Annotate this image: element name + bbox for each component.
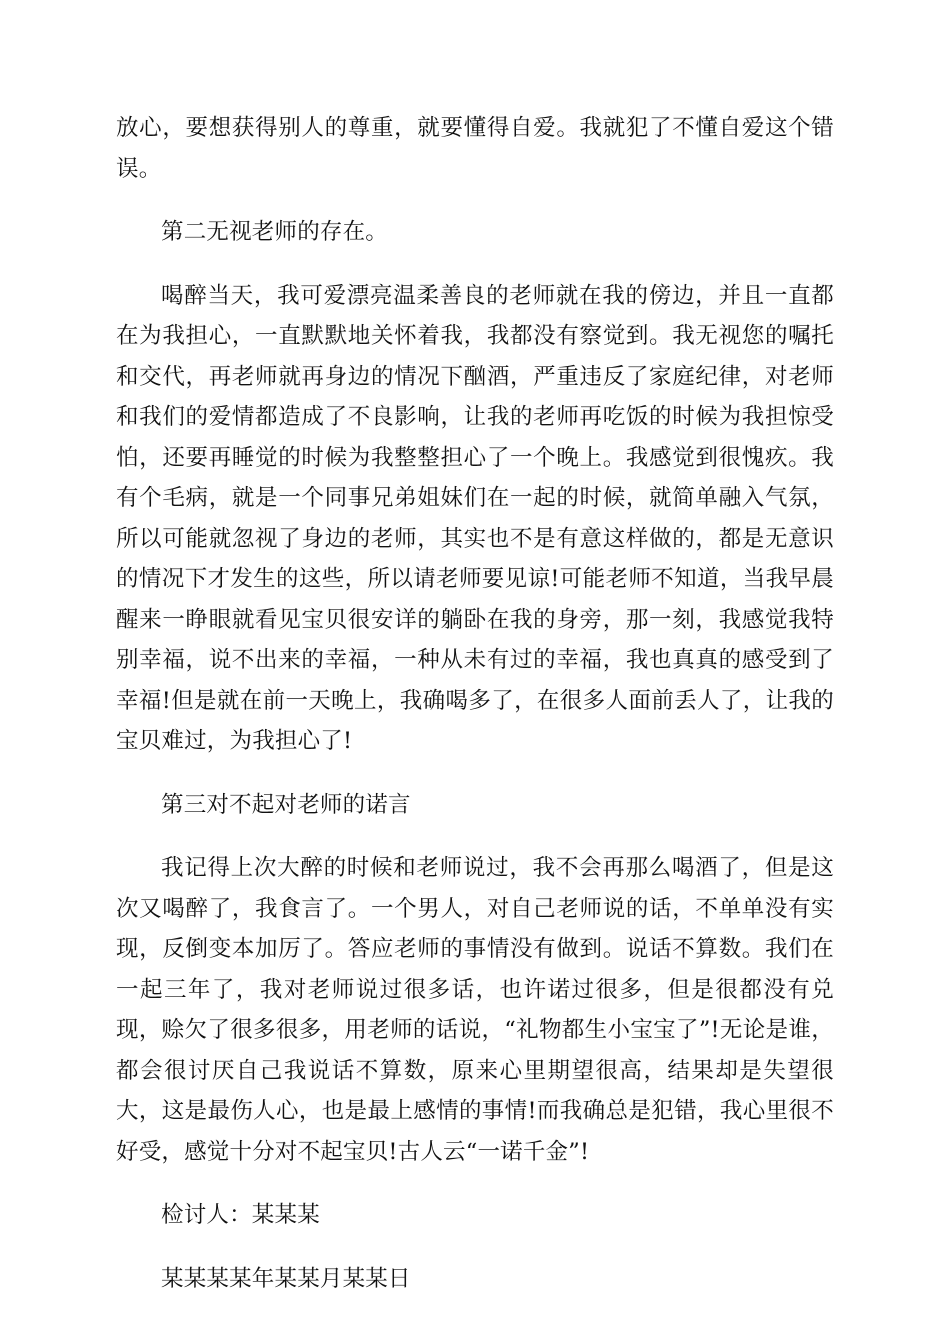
heading-point-two: 第二无视老师的存在。 <box>161 219 389 245</box>
heading-point-three: 第三对不起对老师的诺言 <box>161 791 411 818</box>
paragraph-continued: 放心，要想获得别人的尊重，就要懂得自爱。我就犯了不懂自爱这个错误。 <box>116 115 834 182</box>
paragraph-point-two-body: 喝醉当天，我可爱漂亮温柔善良的老师就在我的傍边，并且一直都在为我担心，一直默默地关怀着我，我都没有察觉到。我无视您的嘱托和交代，再老师就再身边的情况下酗酒，严重违反了家庭纪律，对老师和我们的爱情都造成了不良影响，让我的老师再吃饭的时候为我担惊受怕，还要再睡觉的时候为我整整担心了一个晚上。我感觉到很愧疚。我有个毛病，就是一个同事兄弟姐妹们在一起的时候，就简单融入气氛，所以可能就忽视了身边的老师，其实也不是有意这样做的，都是无意识的情况下才发生的这些，所以请老师要见谅!可能老师不知道，当我早晨醒来一睁眼就看见宝贝很安详的躺卧在我的身旁，那一刻，我感觉我特别幸福，说不出来的幸福，一种从未有过的幸福，我也真真的感受到了幸福!但是就在前一天晚上，我确喝多了，在很多人面前丢人了，让我的宝贝难过，为我担心了! <box>116 282 834 754</box>
signature-line: 检讨人：某某某 <box>161 1202 320 1228</box>
document-page <box>116 108 834 1299</box>
date-line: 某某某某年某某月某某日 <box>161 1265 411 1292</box>
paragraph-point-three-body: 我记得上次大醉的时候和老师说过，我不会再那么喝酒了，但是这次又喝醉了，我食言了。一个男人，对自己老师说的话，不单单没有实现，反倒变本加厉了。答应老师的事情没有做到。说话不算数。我们在一起三年了，我对老师说过很多话，也许诺过很多，但是很都没有兑现，赊欠了很多很多，用老师的话说，“礼物都生小宝宝了”!无论是谁，都会很讨厌自己我说话不算数，原来心里期望很高，结果却是失望很大，这是最伤人心，也是最上感情的事情!而我确总是犯错，我心里很不好受，感觉十分对不起宝贝!古人云“一诺千金”! <box>116 855 834 1165</box>
